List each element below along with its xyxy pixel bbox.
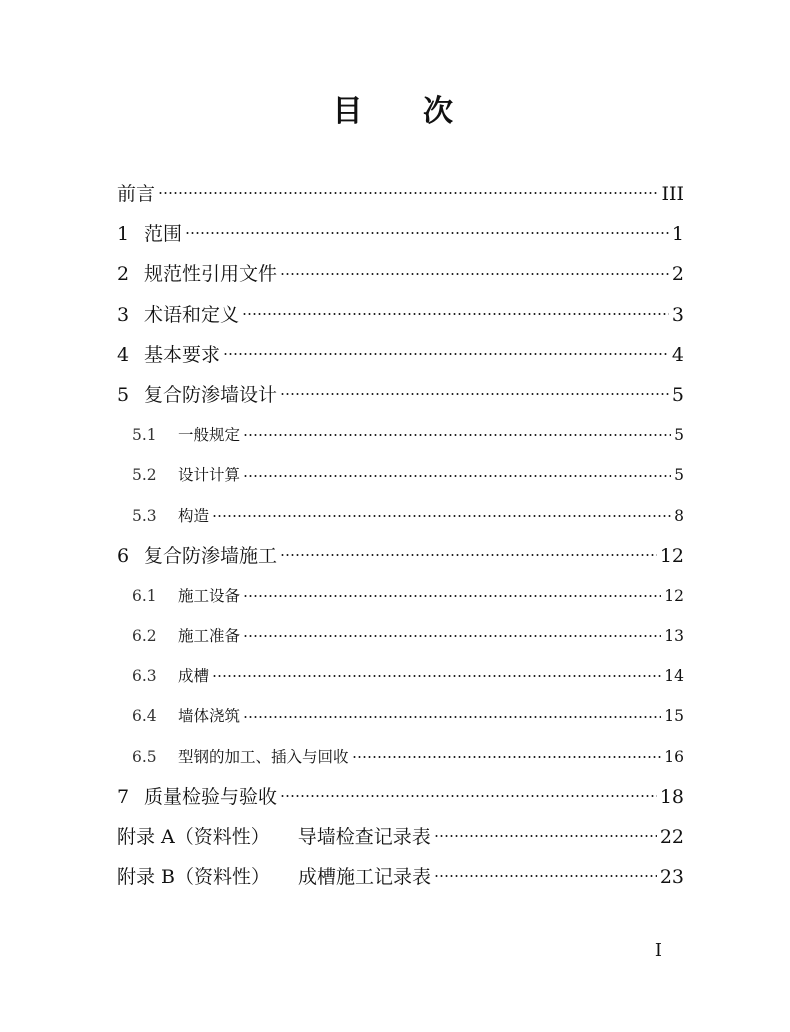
toc-entry[interactable] xyxy=(117,335,684,375)
toc-entry[interactable] xyxy=(117,817,684,857)
toc-entry[interactable] xyxy=(117,174,684,214)
toc-entry-label: 一般规定 xyxy=(178,426,241,445)
toc-leader-dots xyxy=(212,674,661,678)
toc-entry-page: 14 xyxy=(664,667,684,686)
toc-entry[interactable] xyxy=(117,576,684,616)
toc-entry[interactable] xyxy=(117,214,684,254)
toc-leader-dots xyxy=(434,874,657,878)
toc-entry-page: 12 xyxy=(659,544,684,567)
toc-leader-dots xyxy=(158,191,658,195)
toc-entry-page: 2 xyxy=(671,263,684,286)
toc-entry[interactable] xyxy=(117,536,684,576)
toc-entry[interactable] xyxy=(117,737,684,777)
toc-entry-page: 12 xyxy=(664,586,684,605)
toc-entry-number: 6.3 xyxy=(132,667,157,686)
toc-entry-number: 6 xyxy=(117,544,130,567)
toc-entry[interactable] xyxy=(117,616,684,656)
toc-leader-dots xyxy=(243,594,661,598)
toc-entry-page: 3 xyxy=(671,303,684,326)
toc-entry-page: 16 xyxy=(664,747,684,766)
toc-entry[interactable] xyxy=(117,375,684,415)
toc-entry-number: 3 xyxy=(117,303,130,326)
toc-entry-number: 5.2 xyxy=(132,466,157,485)
toc-entry-number: 2 xyxy=(117,263,130,286)
toc-entry[interactable] xyxy=(117,415,684,455)
toc-leader-dots xyxy=(185,231,669,235)
toc-entry-page: 22 xyxy=(659,826,684,848)
toc-entry-page: 1 xyxy=(671,223,684,246)
toc-entry[interactable] xyxy=(117,777,684,817)
toc-entry-label: 规范性引用文件 xyxy=(144,263,278,286)
toc-entry-number: 4 xyxy=(117,343,130,366)
toc-entry-number: 7 xyxy=(117,785,130,808)
toc-entry-sublabel: 导墙检查记录表 xyxy=(297,826,431,848)
toc-leader-dots xyxy=(243,634,661,638)
title-char-1: 目 xyxy=(332,94,367,129)
toc-entry-label: 附录 A（资料性） xyxy=(117,826,270,848)
toc-leader-dots xyxy=(212,514,671,518)
toc-entry[interactable] xyxy=(117,857,684,897)
toc-leader-dots xyxy=(434,834,657,838)
table-of-contents xyxy=(117,174,684,897)
toc-entry-page: 23 xyxy=(659,866,684,889)
toc-leader-dots xyxy=(242,312,669,316)
toc-leader-dots xyxy=(280,272,669,276)
toc-entry-label: 范围 xyxy=(144,223,183,246)
toc-leader-dots xyxy=(280,553,657,557)
toc-entry-number: 5.3 xyxy=(132,506,157,525)
toc-entry-number: 5.1 xyxy=(132,426,157,445)
toc-entry-label: 施工设备 xyxy=(178,586,241,605)
toc-entry-label: 前言 xyxy=(117,183,156,205)
toc-entry-label: 施工准备 xyxy=(178,627,241,646)
toc-entry[interactable] xyxy=(117,254,684,294)
toc-entry-label: 型钢的加工、插入与回收 xyxy=(178,747,349,766)
toc-entry-label: 附录 B（资料性） xyxy=(117,866,271,889)
toc-entry-sublabel: 成槽施工记录表 xyxy=(298,866,432,889)
toc-entry[interactable] xyxy=(117,455,684,495)
toc-entry-label: 构造 xyxy=(178,506,210,525)
toc-leader-dots xyxy=(280,392,669,396)
toc-entry-label: 复合防渗墙设计 xyxy=(144,383,278,406)
toc-entry-label: 设计计算 xyxy=(178,466,241,485)
toc-entry[interactable] xyxy=(117,496,684,536)
toc-entry[interactable] xyxy=(117,656,684,696)
toc-entry-label: 质量检验与验收 xyxy=(144,785,278,808)
toc-leader-dots xyxy=(243,715,661,719)
toc-entry-page: 18 xyxy=(659,785,684,808)
toc-entry-page: 13 xyxy=(664,627,684,646)
toc-entry-number: 6.4 xyxy=(132,707,157,726)
toc-entry-label: 基本要求 xyxy=(144,343,221,366)
toc-entry-number: 6.2 xyxy=(132,627,157,646)
footer-page-number: I xyxy=(654,940,662,961)
toc-leader-dots xyxy=(223,352,669,356)
toc-entry-label: 墙体浇筑 xyxy=(178,707,241,726)
toc-entry-page: 15 xyxy=(664,707,684,726)
toc-entry-label: 术语和定义 xyxy=(144,303,240,326)
toc-entry[interactable] xyxy=(117,696,684,736)
toc-entry-page: 8 xyxy=(674,506,684,525)
toc-entry-number: 6.1 xyxy=(132,586,157,605)
toc-entry-number: 1 xyxy=(117,223,130,246)
page-title xyxy=(0,86,790,130)
toc-entry-page: 5 xyxy=(674,426,684,445)
toc-entry-number: 5 xyxy=(117,383,130,406)
toc-entry[interactable] xyxy=(117,295,684,335)
toc-entry-page: 5 xyxy=(674,466,684,485)
toc-leader-dots xyxy=(352,755,662,759)
toc-leader-dots xyxy=(243,474,671,478)
toc-entry-page: 5 xyxy=(671,383,684,406)
toc-entry-number: 6.5 xyxy=(132,747,157,766)
toc-entry-page: 4 xyxy=(671,343,684,366)
toc-leader-dots xyxy=(243,433,671,437)
toc-leader-dots xyxy=(280,794,657,798)
toc-entry-label: 复合防渗墙施工 xyxy=(144,544,278,567)
toc-entry-page: III xyxy=(661,183,684,205)
title-char-2: 次 xyxy=(423,94,458,129)
toc-entry-label: 成槽 xyxy=(178,667,210,686)
